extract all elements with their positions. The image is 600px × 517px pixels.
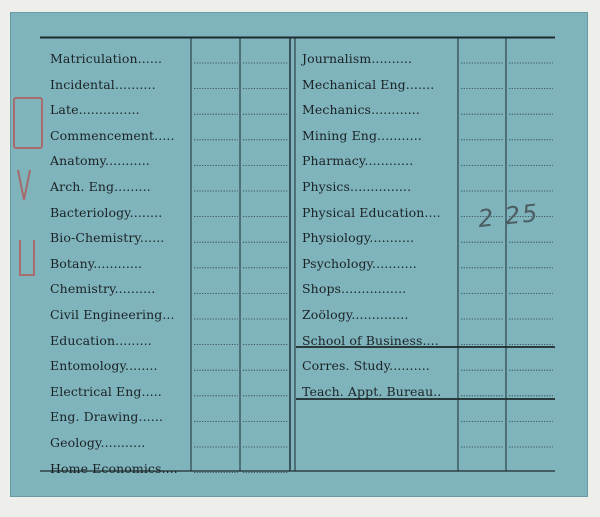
fee-label: Entomology........ xyxy=(50,358,158,374)
fee-label: Matriculation...... xyxy=(50,51,163,66)
fee-label: Bacteriology........ xyxy=(50,204,163,220)
fee-label: Home Economics.... xyxy=(50,460,178,476)
fee-label: Shops................ xyxy=(302,281,407,297)
handwritten-amount: 2 25 xyxy=(476,198,541,234)
fee-label: Chemistry.......... xyxy=(50,281,156,297)
fee-label: Education......... xyxy=(50,332,152,348)
fee-label: Physical Education.... xyxy=(302,204,441,220)
fee-label: Zoölogy.............. xyxy=(302,307,409,322)
fee-label: Mechanical Eng....... xyxy=(302,76,435,92)
fee-label: Physiology........... xyxy=(302,230,415,246)
fee-label: Mining Eng........... xyxy=(302,127,422,143)
fee-label: Geology........... xyxy=(50,435,146,450)
fee-label: Arch. Eng......... xyxy=(50,179,151,194)
fee-label: Pharmacy............ xyxy=(302,153,414,169)
fee-card xyxy=(10,12,588,497)
fee-label: Journalism.......... xyxy=(302,51,413,66)
stamp-mark xyxy=(10,90,58,305)
fee-label: Mechanics............ xyxy=(302,102,420,118)
fee-label: Electrical Eng..... xyxy=(50,383,162,399)
fee-label: Physics............... xyxy=(302,179,412,194)
fee-label: Anatomy........... xyxy=(50,153,150,169)
fee-label: Late............... xyxy=(50,102,140,118)
fee-label: Botany............ xyxy=(50,255,143,271)
fee-label: Eng. Drawing...... xyxy=(50,409,163,425)
fee-label: Commencement..... xyxy=(50,127,175,143)
fee-label: Psychology........... xyxy=(302,255,417,271)
fee-label: Civil Engineering... xyxy=(50,307,175,322)
fee-label: Bio-Chemistry...... xyxy=(50,230,165,246)
fee-label: School of Business.... xyxy=(302,332,439,348)
fee-label: Incidental.......... xyxy=(50,76,156,92)
fee-label: Teach. Appt. Bureau.. xyxy=(302,383,442,399)
fee-label: Corres. Study.......... xyxy=(302,358,430,374)
